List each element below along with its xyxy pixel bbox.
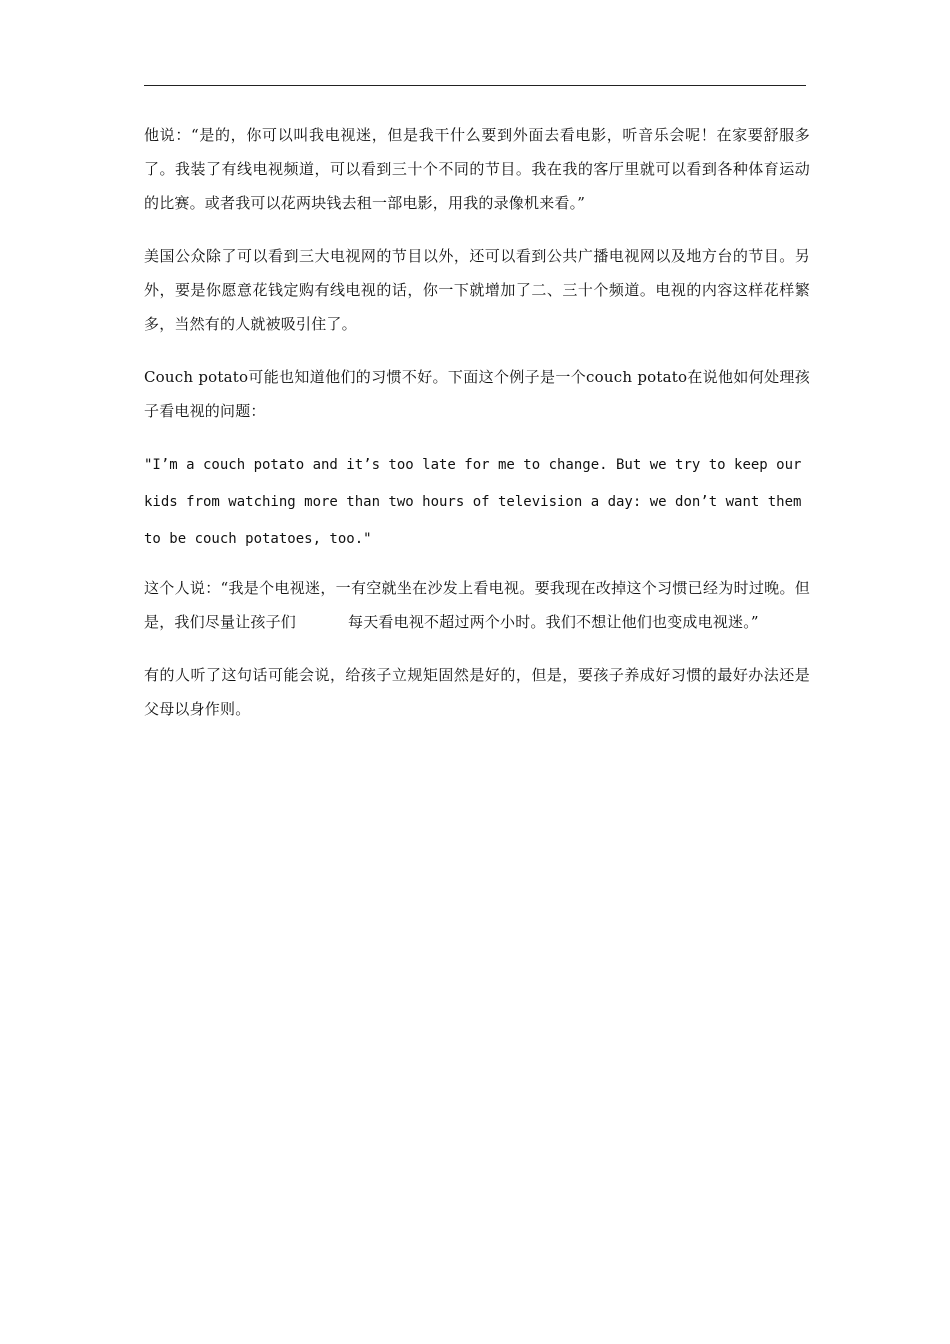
- header-rule: [144, 85, 806, 86]
- paragraph-example-intro: Couch potato可能也知道他们的习惯不好。下面这个例子是一个couch potato在说他如何处理孩子看电视的问题：: [144, 368, 810, 420]
- paragraph-english-quote: "I’m a couch potato and it’s too late for me to change. But we try to keep our kids from watching more than two hours of television a day: we don’t want them to be couch potatoes, too.": [144, 457, 802, 547]
- document-body: [144, 118, 810, 745]
- paragraph-quote-translation: [144, 571, 810, 639]
- translation-part-2: 每天看电视不超过两个小时。我们不想让他们也变成电视迷。”: [348, 613, 759, 631]
- paragraph-tv-networks: 美国公众除了可以看到三大电视网的节目以外，还可以看到公共广播电视网以及地方台的节目。另外，要是你愿意花钱定购有线电视的话，你一下就增加了二、三十个频道。电视的内容这样花样繁多，当然有的人就被吸引住了。: [144, 247, 810, 333]
- translation-part-1: 这个人说：“我是个电视迷，一有空就坐在沙发上看电视。要我现在改掉这个习惯已经为时过晚。但是，我们尽量让孩子们: [144, 579, 810, 631]
- paragraph-couch-potato-speech: 他说：“是的，你可以叫我电视迷，但是我干什么要到外面去看电影，听音乐会呢！在家要舒服多了。我装了有线电视频道，可以看到三十个不同的节目。我在我的客厅里就可以看到各种体育运动的比赛。或者我可以花两块钱去租一部电影，用我的录像机来看。”: [144, 126, 810, 212]
- paragraph-conclusion: 有的人听了这句话可能会说，给孩子立规矩固然是好的，但是，要孩子养成好习惯的最好办法还是父母以身作则。: [144, 666, 810, 718]
